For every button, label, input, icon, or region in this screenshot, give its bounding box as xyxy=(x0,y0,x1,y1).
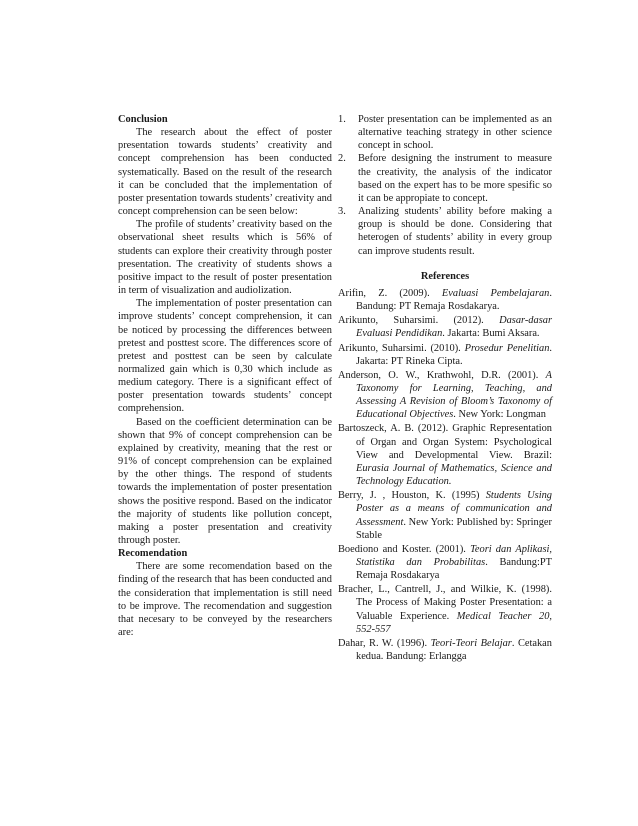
recomendation-paragraph: There are some recomendation based on the finding of the research that has been conducted and the consideration that implementation is still need to be improve. The recomendation and suggestion that necesary to be conveyed by the researchers are: xyxy=(118,561,332,639)
reference-entry: Arikunto, Suharsimi. (2012). Dasar-dasar Evaluasi Pendidikan. Jakarta: Bumi Aksara. xyxy=(338,315,552,340)
references-heading: References xyxy=(420,270,470,282)
right-column xyxy=(338,113,552,664)
list-item-number: 1. xyxy=(338,114,346,125)
list-item xyxy=(338,113,552,152)
reference-entry: Anderson, O. W., Krathwohl, D.R. (2001). A Taxonomy for Learning, Teaching, and Assessing A Revision of Bloom’s Taxonomy of Educational Objectives. New York: Longman xyxy=(338,369,552,421)
list-item xyxy=(338,152,552,205)
recomendation-heading: Recomendation xyxy=(118,548,188,560)
list-item-text: Poster presentation can be implemented as an alternative teaching strategy in other science concept in school. xyxy=(358,114,552,152)
list-item-text: Before designing the instrument to measure the creativity, the analysis of the indicator based on the expert has to be more spesific so it can be appropiate to concept. xyxy=(358,153,552,204)
reference-entry: Berry, J. , Houston, K. (1995) Students Using Poster as a means of communication and Assessment. New York: Published by: Springer Stable xyxy=(338,490,552,541)
conclusion-paragraph: The research about the effect of poster presentation towards students’ creativity and concept comprehension has been conducted systematically. Based on the result of the research it can be concluded that the implementation of poster presentation towards students’ creativity and concept comprehension can be seen below: xyxy=(118,127,332,218)
reference-entry: Bracher, L., Cantrell, J., and Wilkie, K. (1998). The Process of Making Poster Presentation: a Valuable Experience. Medical Teacher 20, 552-557 xyxy=(338,584,553,635)
list-item xyxy=(338,205,552,258)
conclusion-paragraph: The profile of students’ creativity based on the observational sheet results which is 56% of students can explore their creativity through poster presentation. The creativity of students shows a positive impact to the result of poster presentation in term of visualization and audiolization. xyxy=(118,219,332,297)
reference-entry: Bartoszeck, A. B. (2012). Graphic Representation of Organ and Organ System: Psychological View and Developmental View. Brazil: Eurasia Journal of Mathematics, Science and Technology Education. xyxy=(338,423,552,488)
reference-entry: Arikunto, Suharsimi. (2010). Prosedur Penelitian. Jakarta: PT Rineka Cipta. xyxy=(338,342,553,367)
conclusion-heading: Conclusion xyxy=(118,114,168,125)
list-item-number: 3. xyxy=(338,206,346,218)
reference-entry: Boediono and Koster. (2001). Teori dan Aplikasi, Statistika dan Probabilitas. Bandung:PT Remaja Rosdakarya xyxy=(338,543,553,582)
list-item-text: Analizing students’ ability before making a group is should be done. Considering that heterogen of students’ ability in every group can improve students result. xyxy=(358,206,552,257)
recomendation-list xyxy=(338,113,552,258)
conclusion-paragraph: The implementation of poster presentation can improve students’ concept comprehension, it can be noticed by processing the differences between pretest and posttest score. The differences score of pretest and posttest can be seen by calculate normalized gain which is 0,30 which include as medium category. There is a significant effect of poster presentation towards students’ concept comprehension. xyxy=(118,298,332,415)
conclusion-paragraph: Based on the coefficient determination can be shown that 9% of concept comprehension can be explained by creativity, meaning that the rest or 91% of concept comprehension can be explained by the other things. The respond of students towards the implementation of poster presentation shows the positive respond. Based on the indicator the majority of students like pollution concept, making a poster presentation and creativity through poster. xyxy=(118,416,332,546)
list-item-number: 2. xyxy=(338,153,346,165)
left-column xyxy=(118,113,332,639)
reference-entry: Arifin, Z. (2009). Evaluasi Pembelajaran. Bandung: PT Remaja Rosdakarya. xyxy=(338,287,552,313)
reference-entry: Dahar, R. W. (1996). Teori-Teori Belajar. Cetakan kedua. Bandung: Erlangga xyxy=(338,637,552,663)
